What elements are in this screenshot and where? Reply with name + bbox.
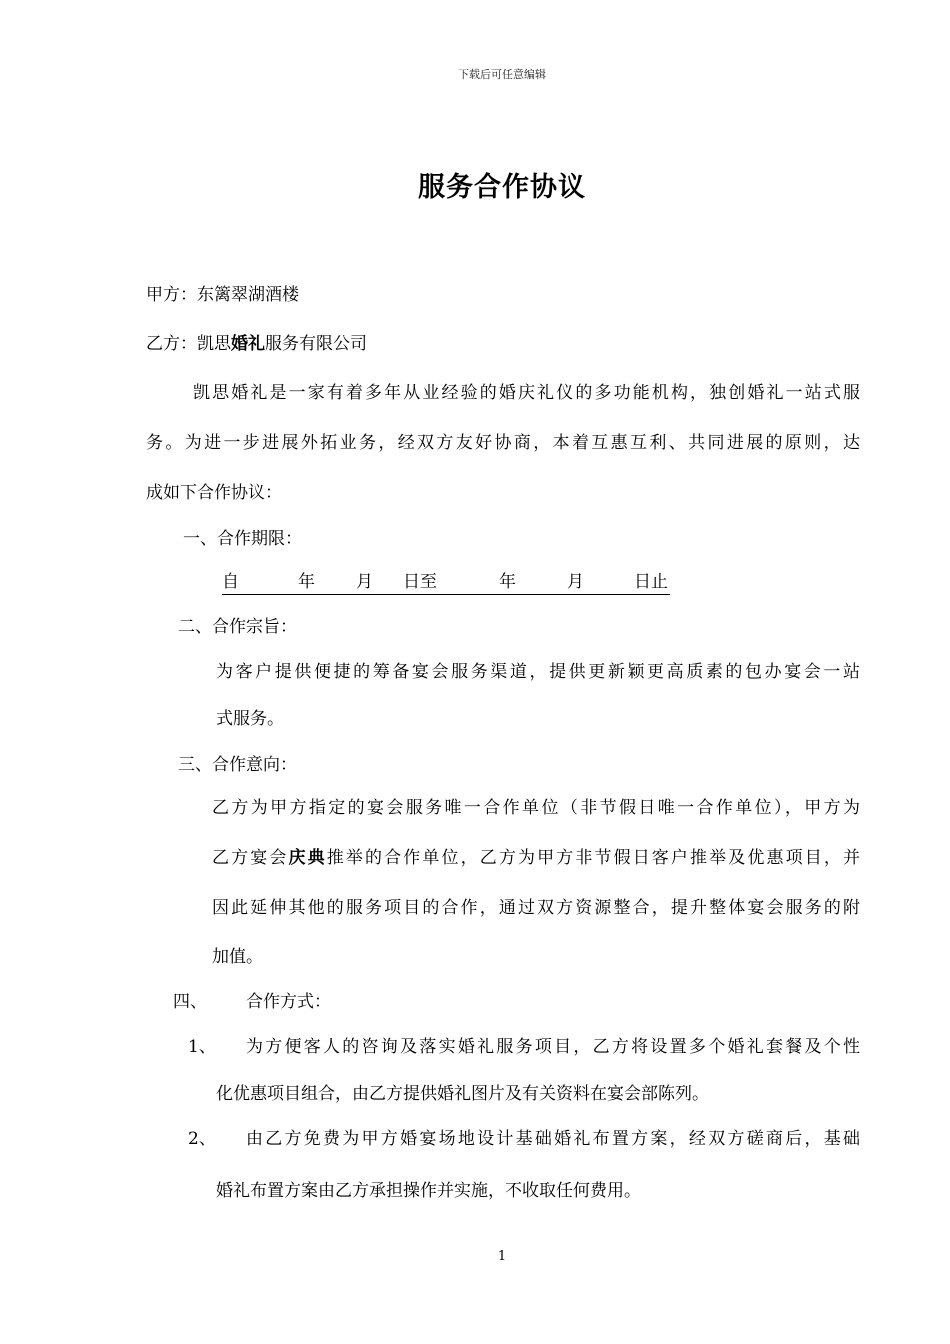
section-3-line-2: [212, 846, 860, 870]
party-b-label: 乙方：: [146, 334, 197, 354]
page-number: 1: [497, 1249, 507, 1264]
section-4-number: 四、: [173, 992, 207, 1012]
section-4-item-2-number: 2、: [188, 1129, 216, 1149]
section-4-heading: 合作方式：: [246, 992, 331, 1012]
cooperation-period-date-line: [222, 570, 670, 595]
section-3-line-2-bold: 庆典: [288, 848, 327, 868]
section-3-line-2-pre: 乙方宴会: [212, 848, 289, 868]
section-4-item-2-line-2: 婚礼布置方案由乙方承担操作并实施，不收取任何费用。: [216, 1181, 641, 1201]
section-4-item-2-line-1: 由乙方免费为甲方婚宴场地设计基础婚礼布置方案，经双方磋商后，基础: [246, 1129, 860, 1149]
section-4-item-1-number: 1、: [188, 1037, 216, 1057]
party-b-name-bold: 婚礼: [231, 334, 265, 354]
intro-line-3: 成如下合作协议：: [146, 483, 282, 503]
section-3-heading: 三、合作意向：: [178, 755, 297, 775]
date-part-day-to: 日至: [403, 572, 437, 592]
party-b-line: [146, 332, 367, 356]
party-a-label: 甲方：: [146, 285, 197, 305]
section-2-heading: 二、合作宗旨：: [178, 617, 297, 637]
section-4-item-1-line-1: 为方便客人的咨询及落实婚礼服务项目，乙方将设置多个婚礼套餐及个性: [246, 1037, 860, 1057]
section-2-line-2: 式服务。: [216, 709, 284, 729]
section-3-line-1: 乙方为甲方指定的宴会服务唯一合作单位（非节假日唯一合作单位），甲方为: [212, 798, 860, 818]
section-3-line-2-post: 推举的合作单位，乙方为甲方非节假日客户推举及优惠项目，并: [326, 848, 861, 868]
document-title: 服务合作协议: [418, 172, 586, 203]
section-1-heading: 一、合作期限：: [183, 529, 302, 549]
party-b-name-post: 服务有限公司: [265, 334, 367, 354]
section-3-line-3: 因此延伸其他的服务项目的合作，通过双方资源整合，提升整体宴会服务的附: [212, 898, 860, 918]
section-3-line-4: 加值。: [212, 947, 263, 967]
party-a-name: 东篱翠湖酒楼: [197, 285, 299, 305]
page-header-note: 下载后可任意编辑: [458, 68, 546, 81]
party-b-name-pre: 凯思: [197, 334, 231, 354]
date-part-year-2: 年: [499, 572, 516, 592]
date-part-month-1: 月: [356, 572, 373, 592]
date-part-from: 自: [222, 572, 239, 592]
date-part-year-1: 年: [298, 572, 315, 592]
date-part-day-end: 日止: [634, 572, 668, 592]
intro-line-1: 凯思婚礼是一家有着多年从业经验的婚庆礼仪的多功能机构，独创婚礼一站式服: [193, 383, 860, 403]
section-2-line-1: 为客户提供便捷的筹备宴会服务渠道，提供更新颖更高质素的包办宴会一站: [216, 662, 860, 682]
section-4-item-1-line-2: 化优惠项目组合，由乙方提供婚礼图片及有关资料在宴会部陈列。: [216, 1084, 709, 1104]
intro-line-2: 务。为进一步进展外拓业务，经双方友好协商，本着互惠互利、共同进展的原则，达: [146, 433, 860, 453]
date-part-month-2: 月: [567, 572, 584, 592]
party-a-line: [146, 283, 299, 307]
